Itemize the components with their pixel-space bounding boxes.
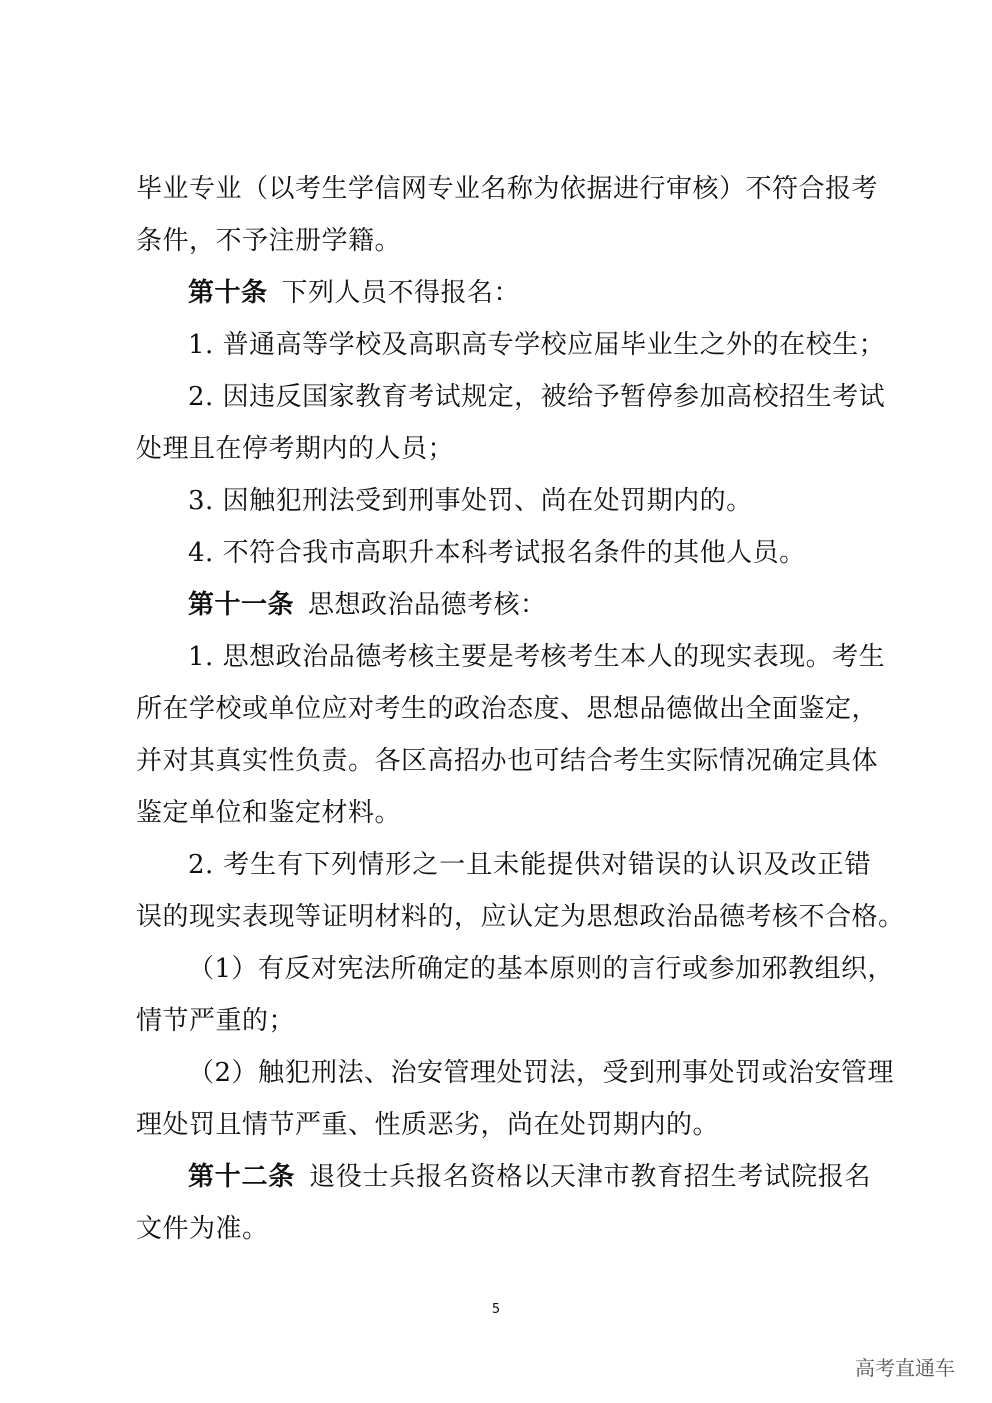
sub-item: （2）触犯刑法、治安管理处罚法，受到刑事处罚或治安管理: [188, 1058, 895, 1088]
watermark-logo: 高考直通车: [855, 1356, 955, 1380]
list-item: 4. 不符合我市高职升本科考试报名条件的其他人员。: [188, 538, 806, 568]
list-item: 2. 因违反国家教育考试规定，被给予暂停参加高校招生考试: [188, 382, 886, 412]
article-10: [188, 276, 871, 310]
paragraph-line: 鉴定单位和鉴定材料。: [136, 798, 402, 828]
page-number: 5: [491, 1302, 501, 1317]
paragraph-line: 误的现实表现等证明材料的，应认定为思想政治品德考核不合格。: [136, 902, 905, 932]
article-12: [188, 1160, 871, 1194]
paragraph-line: 条件，不予注册学籍。: [136, 226, 402, 256]
list-item: 2. 考生有下列情形之一且未能提供对错误的认识及改正错: [188, 850, 871, 880]
article-text: 思想政治品德考核：: [308, 590, 547, 620]
article-text: 退役士兵报名资格以天津市教育招生考试院报名: [309, 1162, 871, 1192]
sub-item: （1）有反对宪法所确定的基本原则的言行或参加邪教组织，: [188, 954, 895, 984]
article-heading: 第十二条: [188, 1162, 296, 1192]
paragraph-line: 毕业专业（以考生学信网专业名称为依据进行审核）不符合报考: [136, 174, 879, 204]
list-item: 3. 因触犯刑法受到刑事处罚、尚在处罚期内的。: [188, 486, 753, 516]
paragraph-line: 情节严重的；: [136, 1006, 296, 1036]
article-text: 下列人员不得报名：: [281, 278, 521, 308]
article-11: [188, 588, 871, 622]
paragraph-line: 文件为准。: [136, 1214, 269, 1244]
list-item: 1. 思想政治品德考核主要是考核考生本人的现实表现。考生: [188, 642, 886, 672]
article-heading: 第十条: [188, 278, 268, 308]
paragraph-line: 所在学校或单位应对考生的政治态度、思想品德做出全面鉴定，: [136, 694, 879, 724]
paragraph-line: 理处罚且情节严重、性质恶劣，尚在处罚期内的。: [136, 1110, 720, 1140]
article-heading: 第十一条: [188, 590, 295, 620]
paragraph-line: 处理且在停考期内的人员；: [136, 434, 455, 464]
paragraph-line: 并对其真实性负责。各区高招办也可结合考生实际情况确定具体: [136, 746, 879, 776]
list-item: 1. 普通高等学校及高职高专学校应届毕业生之外的在校生；: [188, 330, 886, 360]
